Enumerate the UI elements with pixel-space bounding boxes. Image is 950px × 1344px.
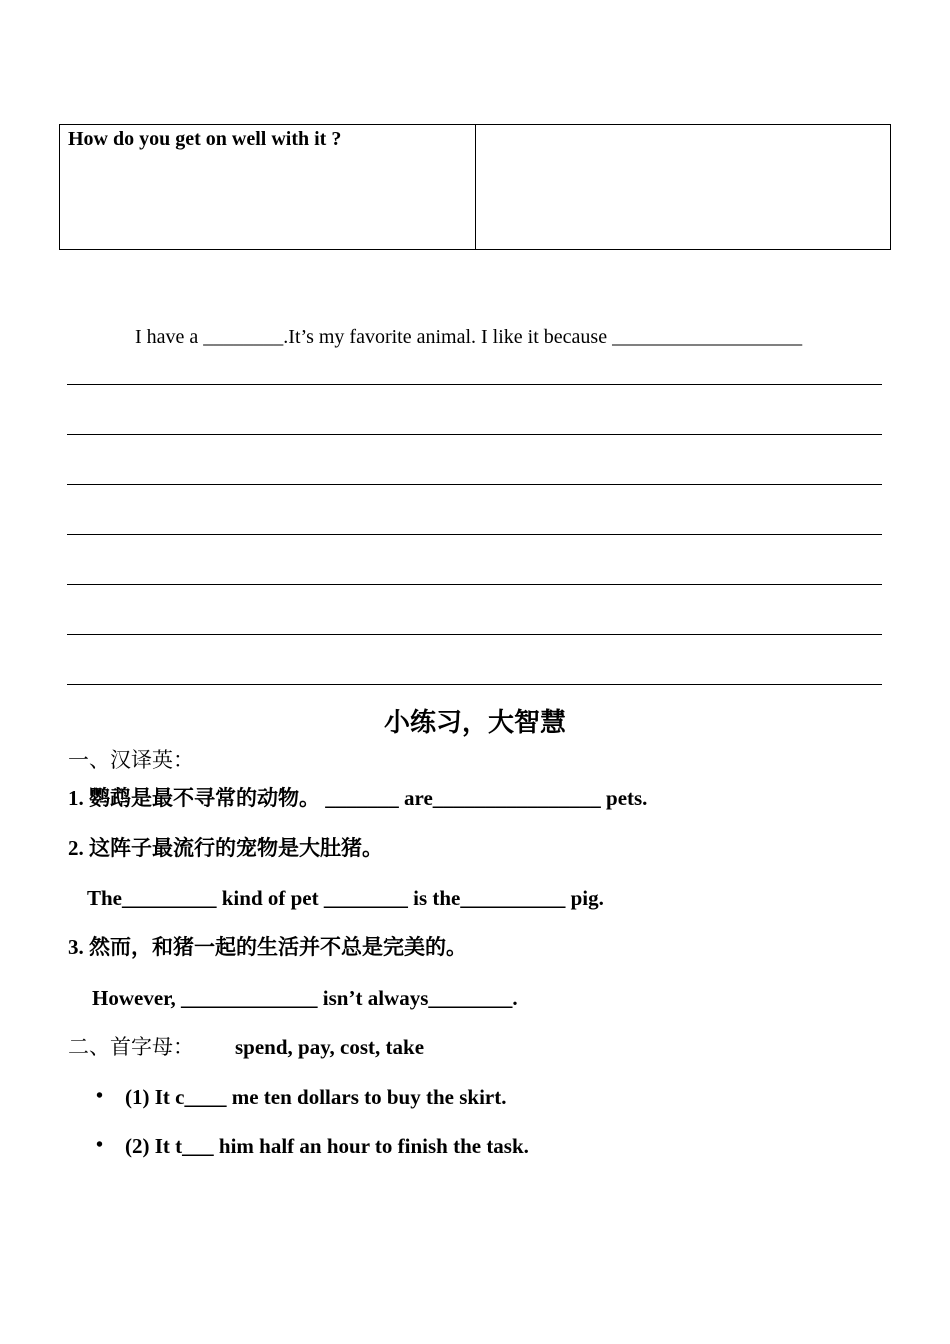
writing-line[interactable] — [67, 534, 882, 535]
question-1: 1. 鹦鹉是最不寻常的动物。 _______ are________________ pets. — [68, 786, 648, 810]
section2-words: spend, pay, cost, take — [235, 1035, 425, 1059]
writing-line[interactable] — [67, 684, 882, 685]
exercise-title: 小练习，大智慧 — [383, 708, 566, 737]
writing-line[interactable] — [67, 634, 882, 635]
writing-prompt: I have a ________.It’s my favorite animal. I like it because ___________________ — [135, 326, 803, 348]
list-item: (1) It c____ me ten dollars to buy the skirt. — [125, 1085, 507, 1109]
bullet-icon: • — [96, 1134, 104, 1156]
list-item: (2) It t___ him half an hour to finish the task. — [125, 1134, 529, 1158]
question-3: 3. 然而，和猪一起的生活并不总是完美的。 — [68, 935, 467, 959]
question-3-answer: However, _____________ isn’t always________. — [92, 986, 518, 1010]
info-table — [59, 124, 891, 250]
writing-line[interactable] — [67, 434, 882, 435]
table-question-cell: How do you get on well with it ? — [60, 125, 476, 249]
section2-heading: 二、首字母： — [68, 1035, 194, 1059]
writing-line[interactable] — [67, 384, 882, 385]
writing-line[interactable] — [67, 584, 882, 585]
section1-heading: 一、汉译英： — [68, 748, 194, 772]
bullet-icon: • — [96, 1085, 104, 1107]
question-2: 2. 这阵子最流行的宠物是大肚猪。 — [68, 836, 383, 860]
table-answer-cell[interactable] — [476, 125, 890, 249]
writing-line[interactable] — [67, 484, 882, 485]
question-2-answer: The_________ kind of pet ________ is the__________ pig. — [87, 886, 604, 910]
